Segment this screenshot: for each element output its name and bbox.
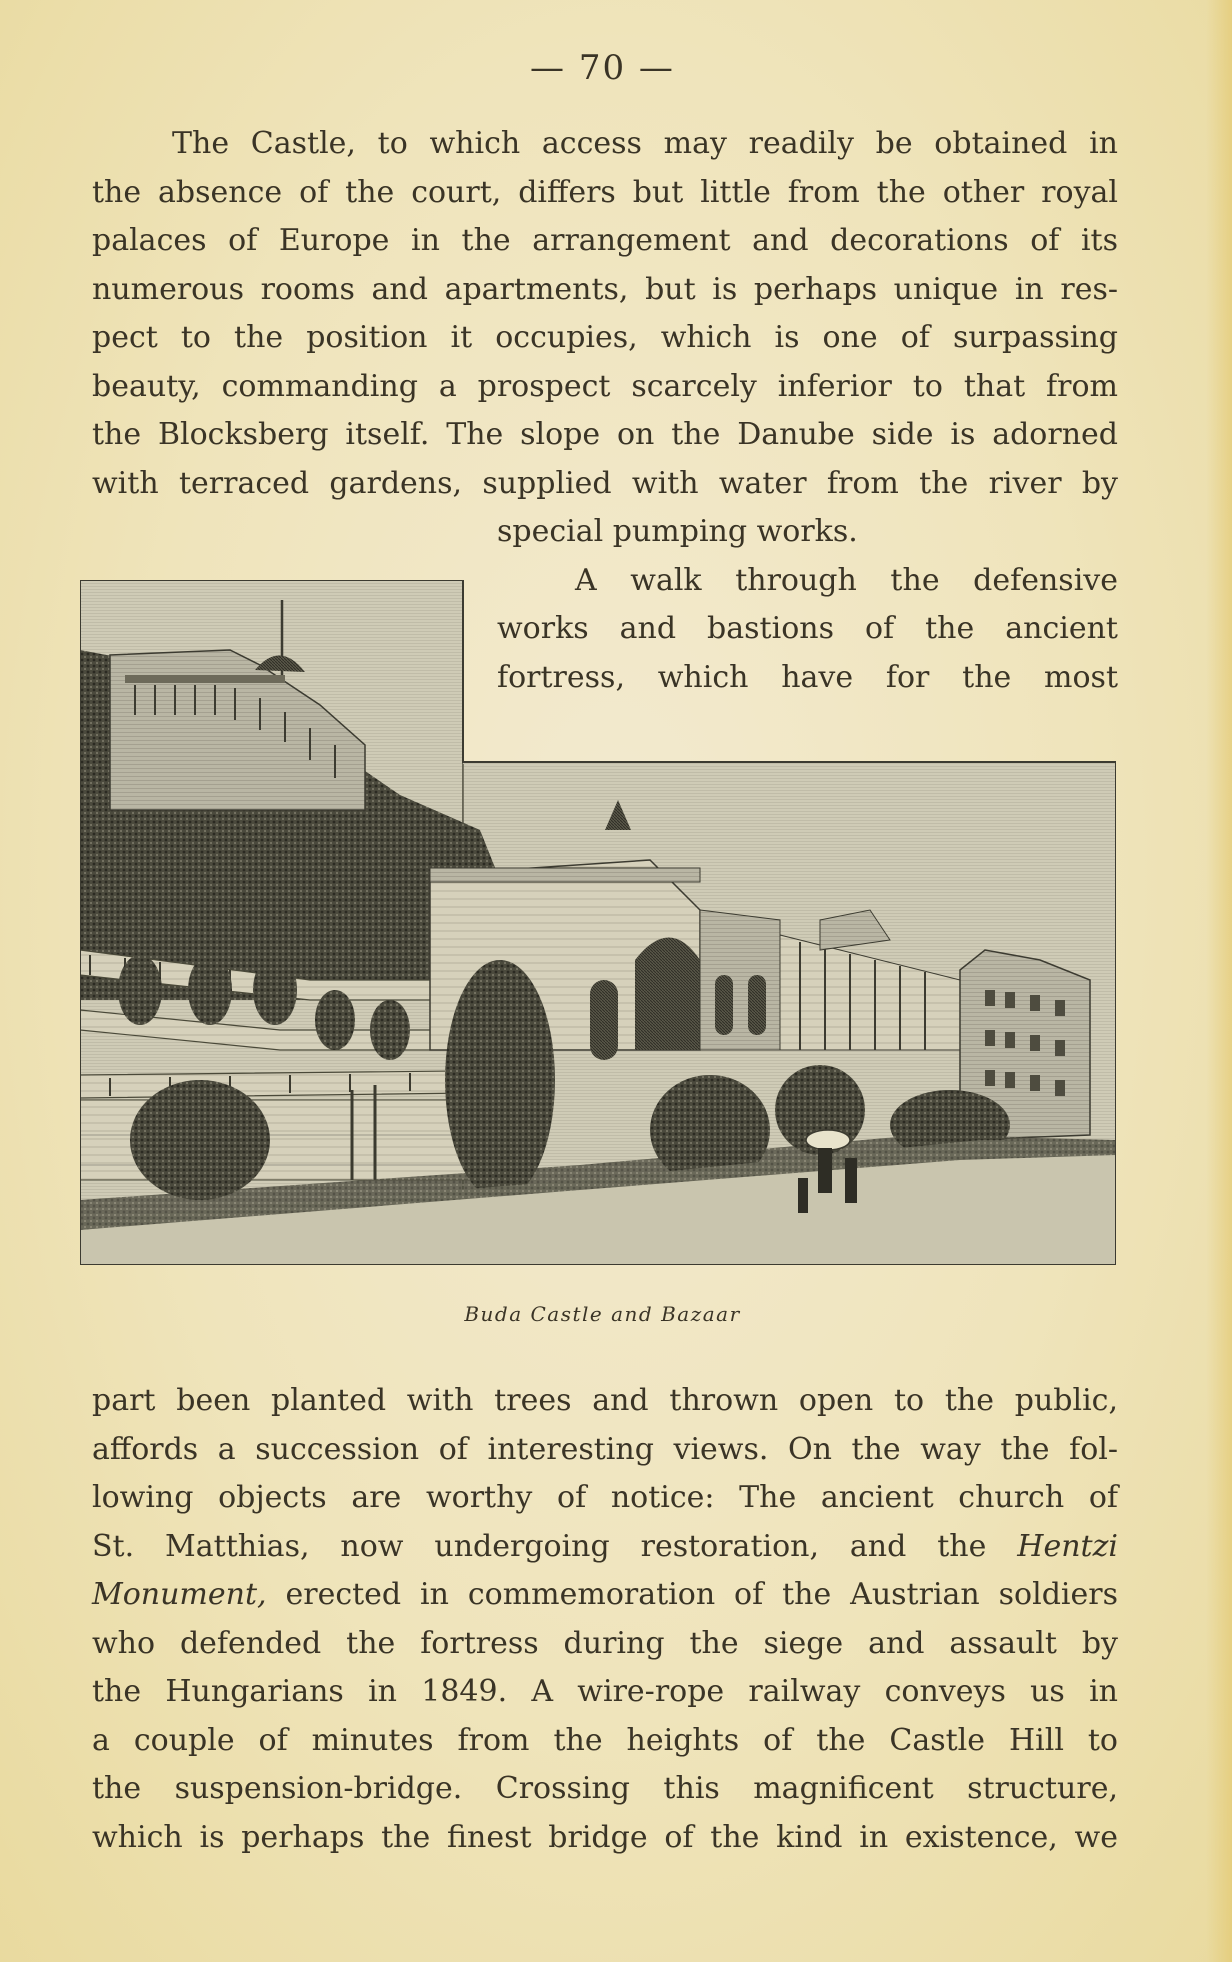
page-number: — 70 — (530, 48, 675, 88)
text-line (92, 1571, 1118, 1620)
text-line: part been planted with trees and thrown open to the public, (92, 1383, 1118, 1418)
italic-term: Monument, (92, 1577, 267, 1612)
text-line: palaces of Europe in the arrangement and decorations of its (92, 223, 1118, 258)
text-line (92, 1523, 1118, 1572)
text-line: pect to the position it occupies, which is one of surpassing (92, 320, 1118, 355)
buda-castle-engraving (80, 580, 1116, 1265)
text-line: works and bastions of the ancient (497, 611, 1118, 646)
text-line: which is perhaps the finest bridge of the kind in existence, we (92, 1819, 1118, 1855)
text-line: beauty, commanding a prospect scarcely inferior to that from (92, 368, 1118, 404)
text-line: the Hungarians in 1849. A wire-rope railway conveys us in (92, 1674, 1118, 1709)
text-line: lowing objects are worthy of notice: The ancient church of (92, 1480, 1118, 1515)
text-line: who defended the fortress during the siege and assault by (92, 1625, 1118, 1661)
text-line: the suspension-bridge. Crossing this magnificent structure, (92, 1771, 1118, 1806)
page-edge-shading (1206, 0, 1232, 1962)
text-segment: St. Matthias, now undergoing restoration, and the (92, 1528, 987, 1564)
text-line: The Castle, to which access may readily be obtained in (172, 126, 1118, 161)
text-line: affords a succession of interesting views. On the way the fol- (92, 1431, 1118, 1467)
text-line: numerous rooms and apartments, but is perhaps unique in res- (92, 271, 1118, 307)
text-segment: erected in commemoration of the Austrian soldiers (285, 1577, 1118, 1612)
text-line: A walk through the defensive (575, 562, 1118, 598)
text-line: with terraced gardens, supplied with water from the river by (92, 465, 1118, 501)
top-paragraph (92, 120, 1118, 508)
text-line: a couple of minutes from the heights of the Castle Hill to (92, 1722, 1118, 1758)
text-line: the absence of the court, differs but little from the other royal (92, 174, 1118, 210)
text-line: the Blocksberg itself. The slope on the Danube side is adorned (92, 417, 1118, 452)
italic-term: Hentzi (1017, 1528, 1118, 1564)
bottom-paragraph (92, 1377, 1118, 1862)
text-line: special pumping works. (497, 514, 858, 549)
figure-caption: Buda Castle and Bazaar (464, 1302, 741, 1326)
text-line: fortress, which have for the most (497, 659, 1118, 695)
